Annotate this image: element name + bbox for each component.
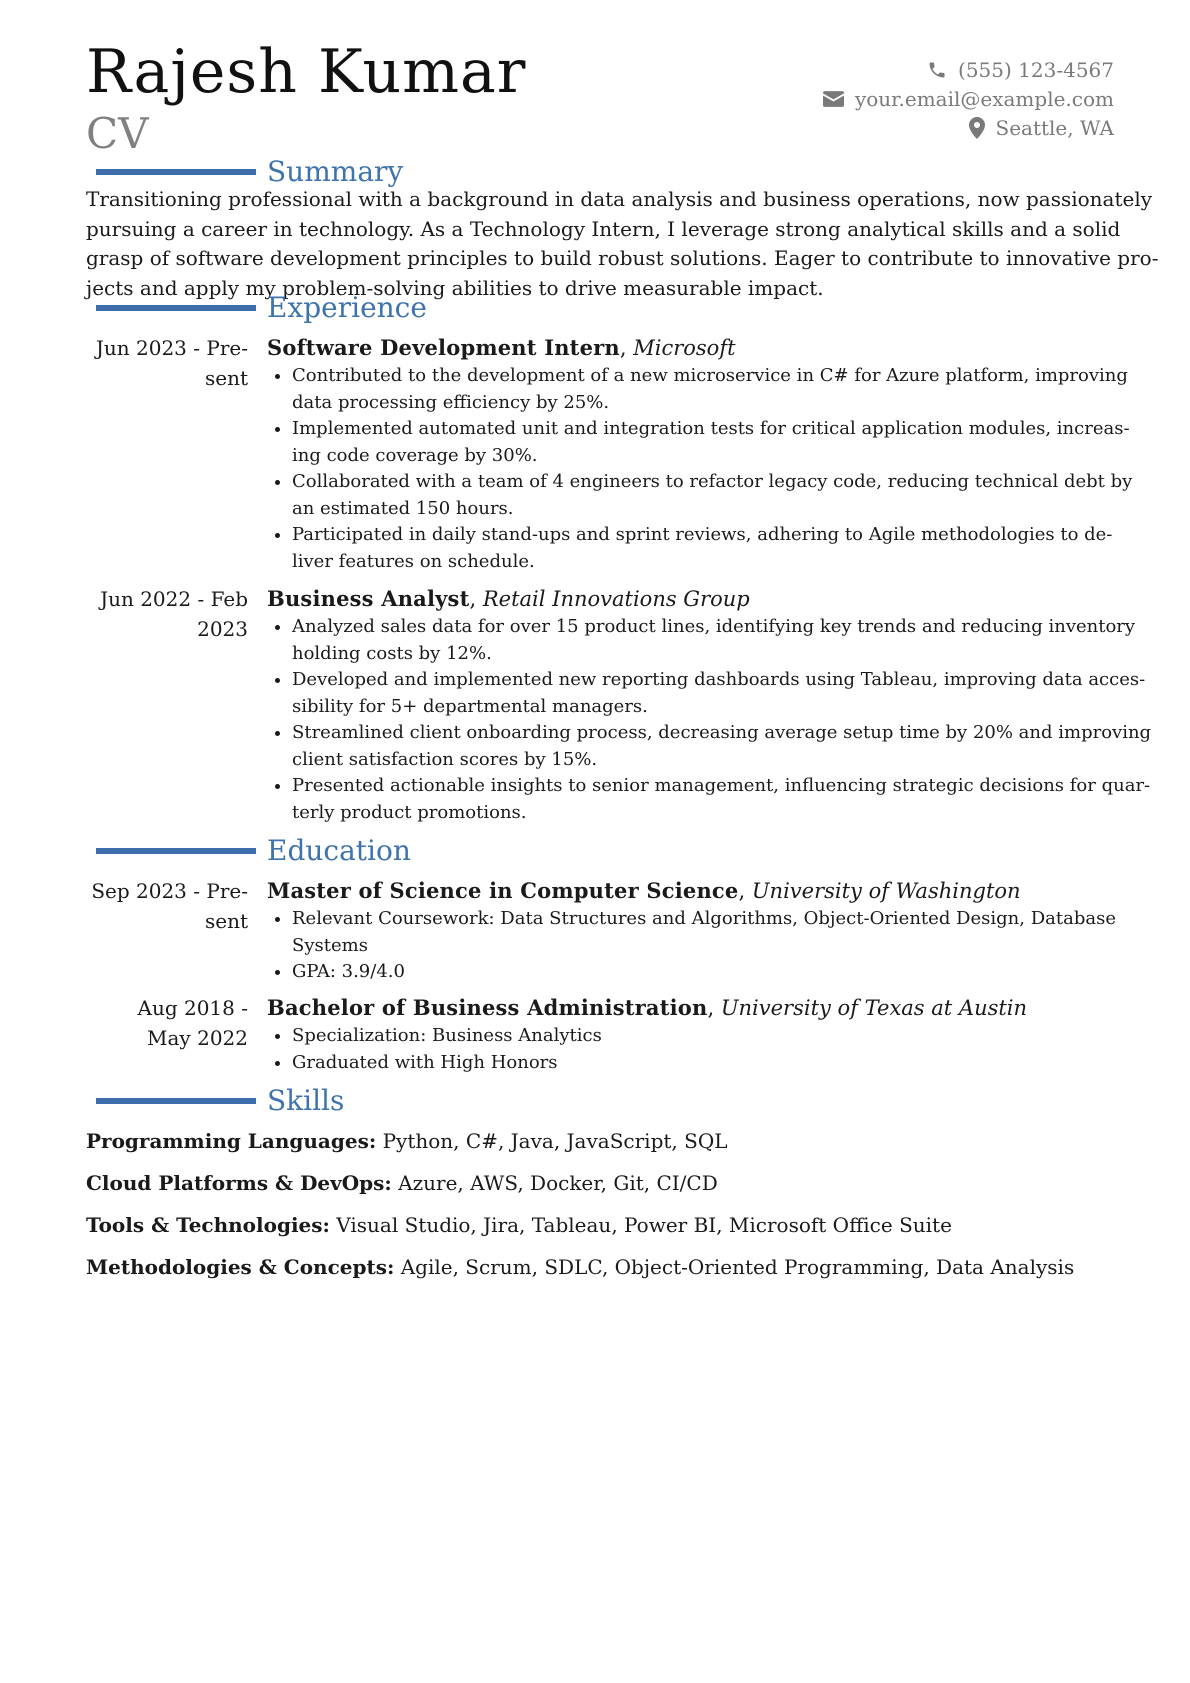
skill-label: Programming Languages: (86, 1129, 377, 1153)
list-item: Collaborated with a team of 4 engineers to refactor legacy code, reducing technical debt by an estimated 150 hours. (267, 469, 1114, 522)
section-title-skills: Skills (267, 1084, 345, 1117)
entry-role: Master of Science in Computer Science (267, 878, 739, 903)
skill-value: Visual Studio, Jira, Tableau, Power BI, Microsoft Office Suite (336, 1213, 952, 1237)
entry-org: University of Washington (751, 879, 1021, 903)
entry-date-line: May 2022 (147, 1026, 248, 1050)
entry-date (86, 993, 248, 1053)
candidate-name: Rajesh Kumar (86, 37, 527, 107)
skills-list (86, 1127, 1114, 1295)
entry-date-line: sent (204, 909, 248, 933)
entry-title: Bachelor of Business Administration, University of Texas at Austin (267, 995, 1028, 1020)
section-accent-bar (96, 1098, 256, 1104)
contact-location (823, 113, 1114, 142)
summary-line: pursuing a career in technology. As a Technology Intern, I leverage strong analytical skills and a solid (86, 216, 1121, 241)
section-header-education (86, 833, 1114, 869)
contact-email (823, 84, 1114, 113)
entry-title: Master of Science in Computer Science, University of Washington (267, 878, 1021, 903)
entry-body (267, 333, 1133, 575)
list-item: Participated in daily stand-ups and sprint reviews, adhering to Agile methodologies to de- liver features on schedule. (267, 522, 1114, 575)
skill-row (86, 1211, 1114, 1253)
entry-title: Business Analyst, Retail Innovations Group (267, 586, 750, 611)
entry-bullets (267, 1023, 1114, 1076)
section-header-skills (86, 1083, 1114, 1119)
entry-date-line: Sep 2023 - Pre- (91, 879, 248, 903)
skill-label: Tools & Technologies: (86, 1213, 330, 1237)
skill-value: Python, C#, Java, JavaScript, SQL (382, 1129, 728, 1153)
entry-body (267, 584, 1152, 826)
envelope-icon (823, 91, 844, 107)
section-title-summary: Summary (267, 155, 404, 188)
skill-row (86, 1127, 1114, 1169)
skill-row (86, 1169, 1114, 1211)
skill-value: Azure, AWS, Docker, Git, CI/CD (398, 1171, 718, 1195)
summary-paragraph (86, 185, 1159, 303)
section-header-experience (86, 290, 1114, 326)
email-text[interactable]: your.email@example.com (854, 86, 1114, 111)
list-item: Developed and implemented new reporting dashboards using Tableau, improving data acces- sibility for 5+ departmental managers. (267, 667, 1114, 720)
entry-role: Business Analyst (267, 586, 470, 611)
section-accent-bar (96, 169, 256, 175)
entry-bullets (267, 614, 1152, 826)
entry-org: University of Texas at Austin (720, 996, 1028, 1020)
entry-role: Software Development Intern (267, 335, 620, 360)
entry-date (86, 876, 248, 936)
list-item: Presented actionable insights to senior management, influencing strategic decisions for quar- terly product promotions. (267, 773, 1114, 826)
list-item: Analyzed sales data for over 15 product lines, identifying key trends and reducing inventory holding costs by 12%. (267, 614, 1114, 667)
skill-row (86, 1253, 1114, 1295)
entry-bullets (267, 906, 1114, 986)
entry-org: Microsoft (633, 336, 736, 360)
list-item: Graduated with High Honors (267, 1050, 1114, 1077)
list-item: Contributed to the development of a new microservice in C# for Azure platform, improving data processing efficiency by 25%. (267, 363, 1114, 416)
summary-line: grasp of software development principles to build robust solutions. Eager to contribute to innovative pro- (86, 246, 1159, 270)
list-item: Specialization: Business Analytics (267, 1023, 1114, 1050)
skill-label: Cloud Platforms & DevOps: (86, 1171, 392, 1195)
entry-date-line: sent (204, 366, 248, 390)
skill-label: Methodologies & Concepts: (86, 1255, 395, 1279)
phone-icon (927, 60, 947, 80)
entry-date-line: 2023 (197, 617, 248, 641)
section-title-education: Education (267, 834, 411, 867)
entry-role: Bachelor of Business Administration (267, 995, 708, 1020)
list-item: Implemented automated unit and integration tests for critical application modules, increas- ing code coverage by 30%. (267, 416, 1114, 469)
entry-body (267, 993, 1114, 1076)
section-title-experience: Experience (267, 291, 427, 324)
summary-line: Transitioning professional with a background in data analysis and business operations, now passionately (86, 187, 1153, 211)
list-item: GPA: 3.9/4.0 (267, 959, 1114, 986)
phone-text[interactable]: (555) 123-4567 (958, 57, 1114, 82)
contact-block (823, 55, 1114, 142)
list-item: Streamlined client onboarding process, decreasing average setup time by 20% and improving client satisfaction scores by 15%. (267, 720, 1114, 773)
summary-line: jects and apply my problem-solving abilities to drive measurable impact. (86, 275, 824, 300)
section-accent-bar (96, 848, 256, 854)
entry-body (267, 876, 1114, 986)
entry-title: Software Development Intern, Microsoft (267, 335, 736, 360)
list-item: Relevant Coursework: Data Structures and Algorithms, Object-Oriented Design, Database Systems (267, 906, 1114, 959)
entry-date (86, 333, 248, 393)
entry-date (86, 584, 248, 644)
section-accent-bar (96, 305, 256, 311)
skill-value: Agile, Scrum, SDLC, Object-Oriented Programming, Data Analysis (400, 1255, 1075, 1279)
entry-date-line: Aug 2018 - (137, 996, 248, 1020)
contact-phone (823, 55, 1114, 84)
entry-date-line: Jun 2022 - Feb (100, 587, 248, 611)
document-subtitle: CV (86, 109, 149, 158)
entry-date-line: Jun 2023 - Pre- (95, 336, 248, 360)
entry-bullets (267, 363, 1133, 575)
entry-org: Retail Innovations Group (482, 587, 750, 611)
map-pin-icon (969, 117, 985, 139)
location-text: Seattle, WA (995, 115, 1114, 140)
cv-page (86, 0, 1159, 1683)
